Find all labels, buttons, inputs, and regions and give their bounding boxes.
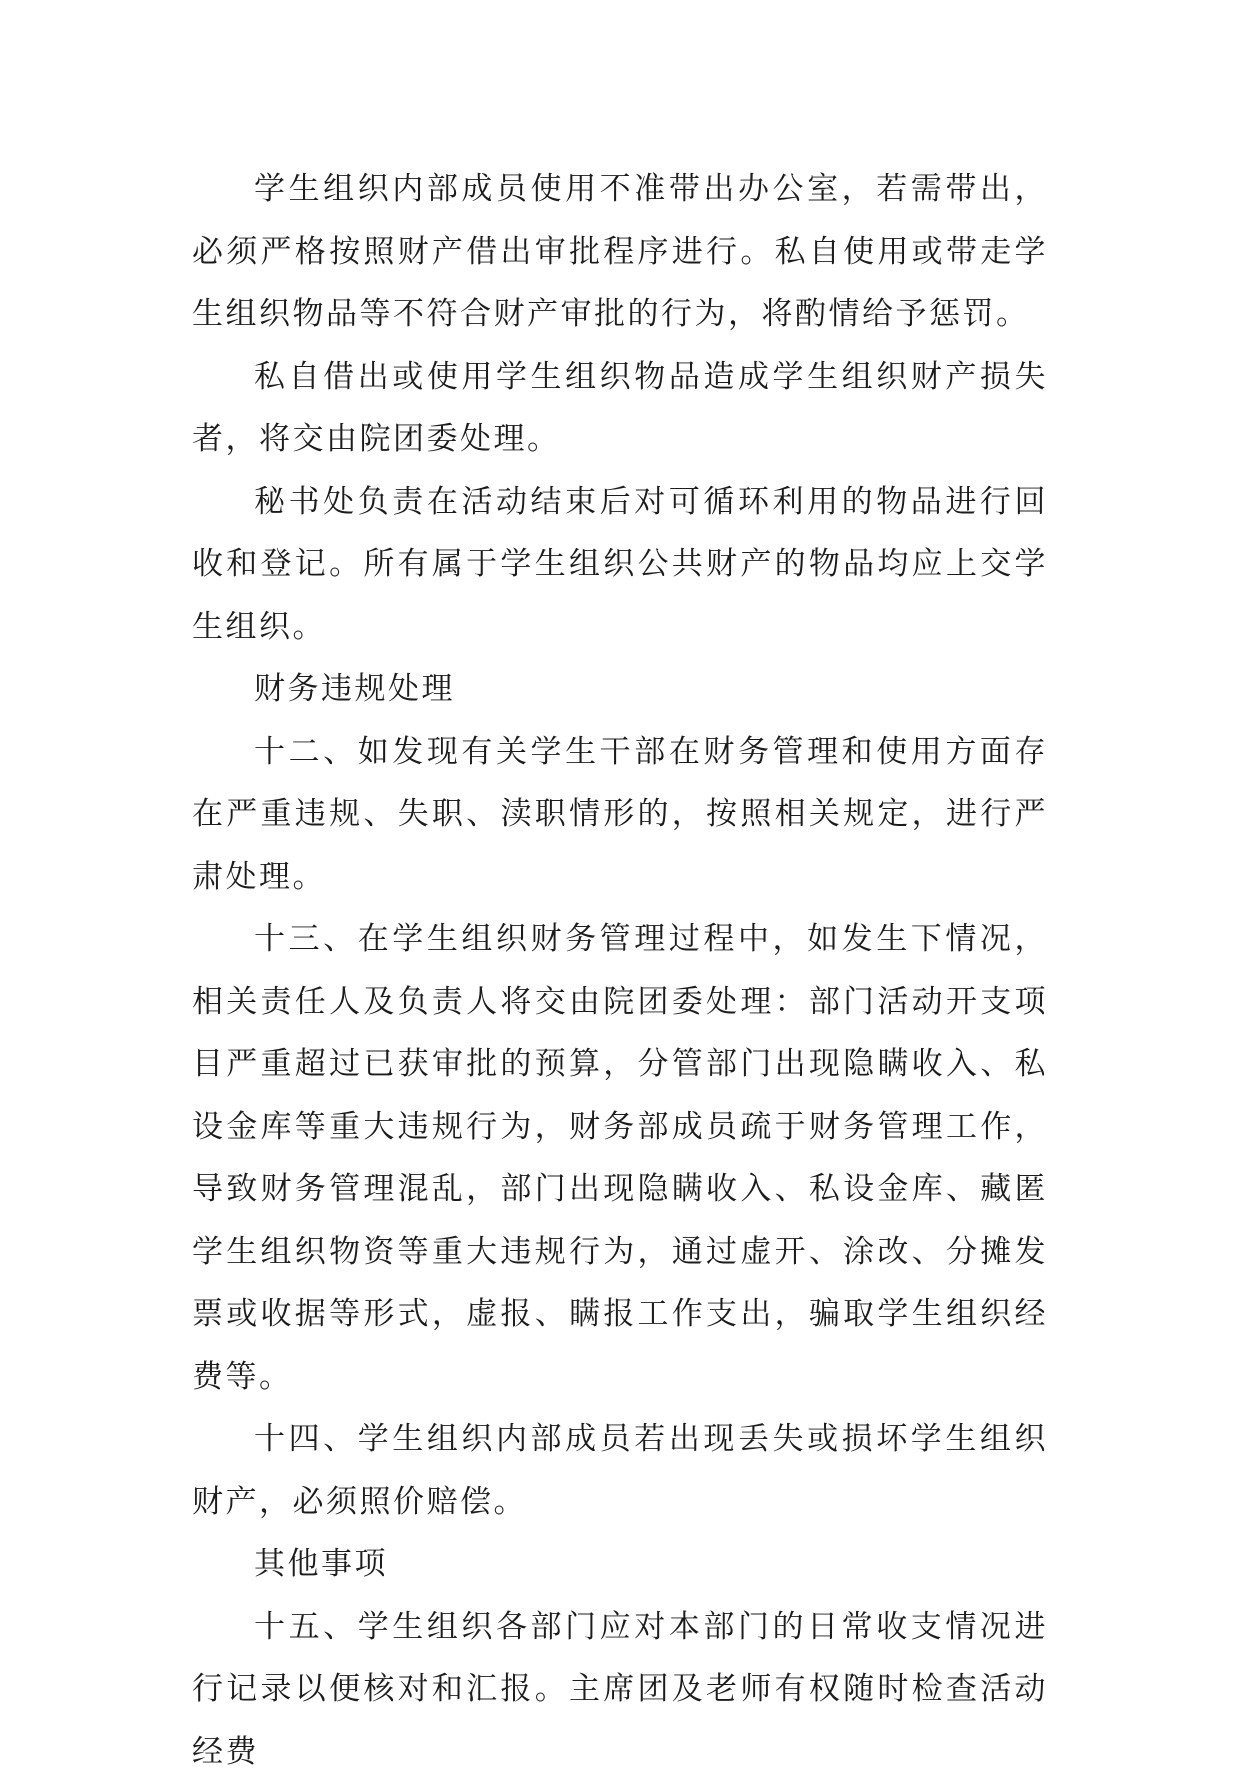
paragraph-article-13: 十三、在学生组织财务管理过程中，如发生下情况，相关责任人及负责人将交由院团委处理：部门活动开支项目严重超过已获审批的预算，分管部门出现隐瞒收入、私设金库等重大违规行为，财务部成员疏于财务管理工作，导致财务管理混乱，部门出现隐瞒收入、私设金库、藏匿学生组织物资等重大违规行为，通过虚开、涂改、分摊发票或收据等形式，虚报、瞒报工作支出，骗取学生组织经费等。 <box>192 908 1048 1408</box>
paragraph-article-15: 十五、学生组织各部门应对本部门的日常收支情况进行记录以便核对和汇报。主席团及老师有权随时检查活动经费 <box>192 1596 1048 1783</box>
document-body <box>192 158 1048 1783</box>
section-heading-other-matters: 其他事项 <box>192 1533 1048 1596</box>
paragraph-property-usage: 学生组织内部成员使用不准带出办公室，若需带出，必须严格按照财产借出审批程序进行。私自使用或带走学生组织物品等不符合财产审批的行为，将酌情给予惩罚。 <box>192 158 1048 346</box>
paragraph-secretariat-recycling: 秘书处负责在活动结束后对可循环利用的物品进行回收和登记。所有属于学生组织公共财产的物品均应上交学生组织。 <box>192 471 1048 659</box>
paragraph-article-14: 十四、学生组织内部成员若出现丢失或损坏学生组织财产，必须照价赔偿。 <box>192 1408 1048 1533</box>
section-heading-financial-violations: 财务违规处理 <box>192 658 1048 721</box>
paragraph-article-12: 十二、如发现有关学生干部在财务管理和使用方面存在严重违规、失职、渎职情形的，按照相关规定，进行严肃处理。 <box>192 721 1048 909</box>
paragraph-unauthorized-loss: 私自借出或使用学生组织物品造成学生组织财产损失者，将交由院团委处理。 <box>192 346 1048 471</box>
